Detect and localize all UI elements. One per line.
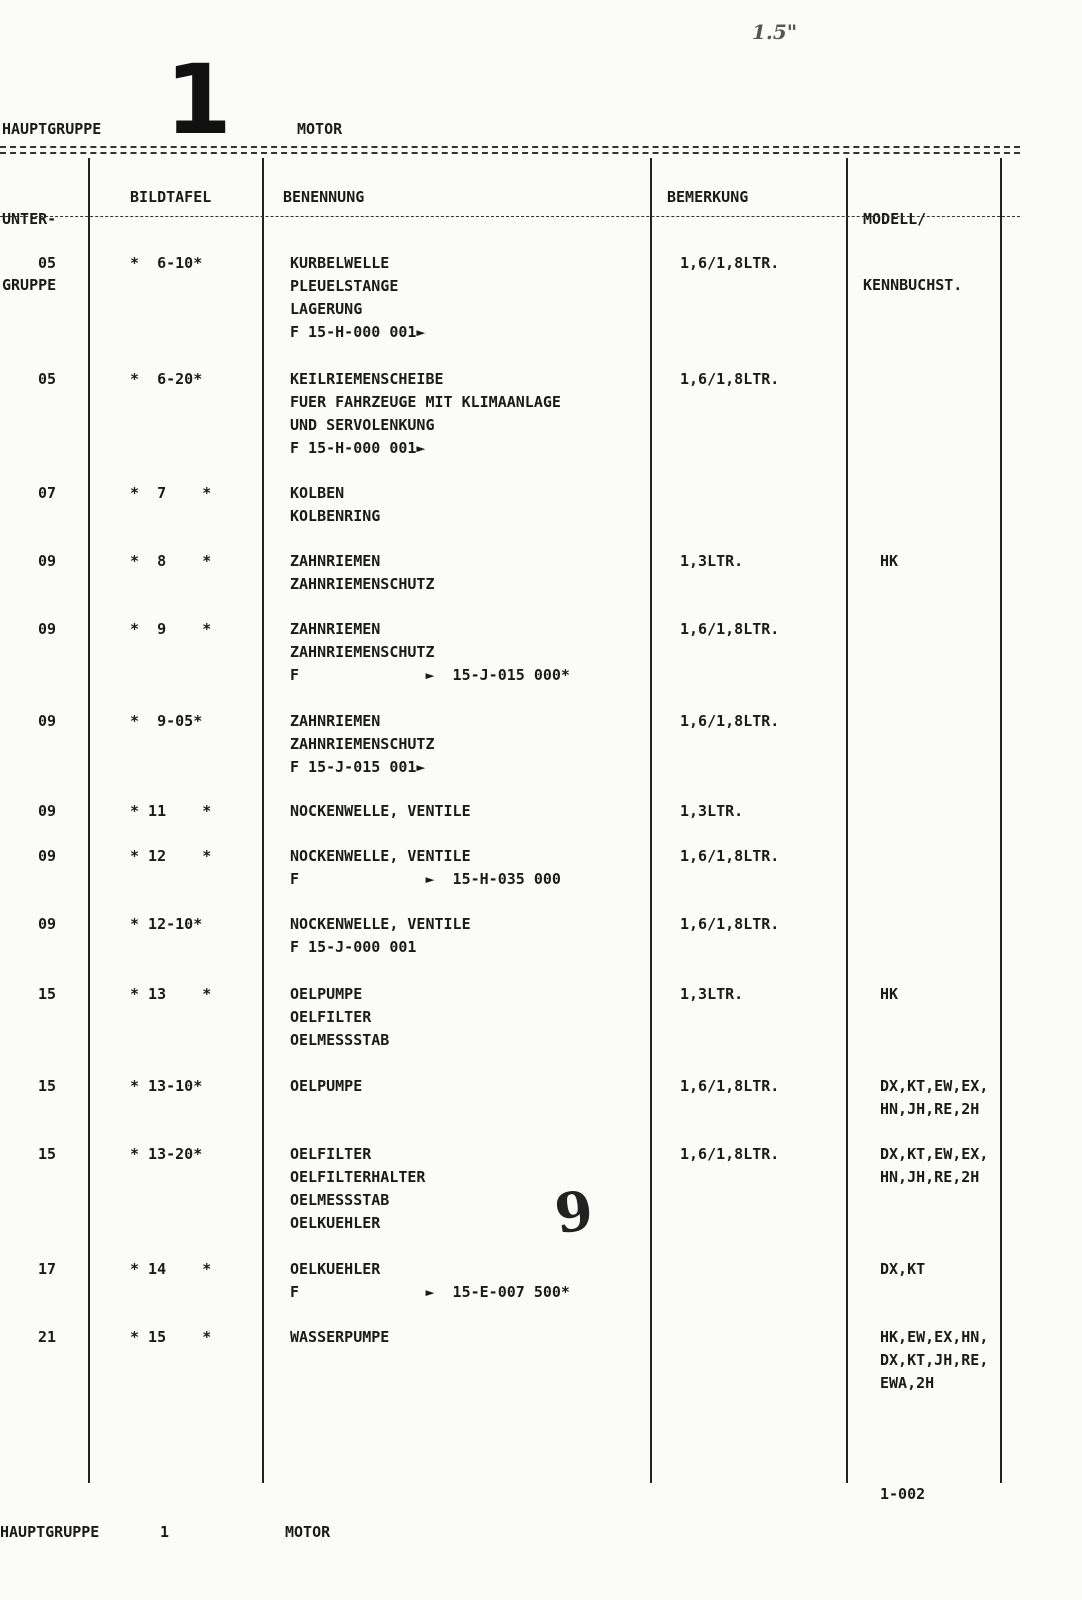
untergruppe-cell <box>38 845 78 868</box>
bemerkung-cell-line: 1,3LTR. <box>680 985 744 1003</box>
benennung-cell-line: ZAHNRIEMENSCHUTZ <box>290 643 435 661</box>
column-header-modell <box>863 164 962 318</box>
untergruppe-cell <box>38 710 78 733</box>
untergruppe-cell <box>38 913 78 936</box>
untergruppe-cell-value: 15 <box>38 1077 57 1095</box>
benennung-cell-line: F ► 15-H-035 000 <box>290 870 561 888</box>
bildtafel-cell <box>130 710 240 733</box>
benennung-cell-line: NOCKENWELLE, VENTILE <box>290 915 471 933</box>
benennung-cell <box>290 1075 660 1098</box>
bemerkung-cell-line: 1,6/1,8LTR. <box>680 254 780 272</box>
bemerkung-cell-line: 1,6/1,8LTR. <box>680 847 780 865</box>
bemerkung-cell <box>680 618 840 641</box>
benennung-cell-line: KURBELWELLE <box>290 254 390 272</box>
hauptgruppe-label: HAUPTGRUPPE <box>2 120 102 138</box>
bildtafel-cell-value: * 6-10* <box>130 254 203 272</box>
bildtafel-cell <box>130 983 240 1006</box>
bildtafel-cell <box>130 845 240 868</box>
untergruppe-cell-value: 09 <box>38 802 57 820</box>
benennung-cell-line: ZAHNRIEMENSCHUTZ <box>290 575 435 593</box>
untergruppe-cell <box>38 1143 78 1166</box>
untergruppe-cell-value: 17 <box>38 1260 57 1278</box>
bemerkung-cell <box>680 913 840 936</box>
untergruppe-cell <box>38 1326 78 1349</box>
page-title: MOTOR <box>297 120 343 138</box>
benennung-cell <box>290 550 660 596</box>
header-line: GRUPPE <box>2 276 57 294</box>
untergruppe-cell-value: 05 <box>38 254 57 272</box>
bildtafel-cell-value: * 9 * <box>130 620 212 638</box>
modell-cell-line: HN,JH,RE,2H <box>880 1168 980 1186</box>
modell-cell <box>880 1326 1025 1395</box>
untergruppe-cell <box>38 252 78 275</box>
column-header-bildtafel: BILDTAFEL <box>130 188 212 206</box>
hauptgruppe-number: 1 <box>165 44 232 156</box>
benennung-cell <box>290 368 660 460</box>
column-divider <box>846 158 848 1483</box>
benennung-cell-line: UND SERVOLENKUNG <box>290 416 435 434</box>
benennung-cell-line: F ► 15-J-015 000* <box>290 666 570 684</box>
modell-cell <box>880 1143 1025 1189</box>
footer-title: MOTOR <box>285 1523 331 1541</box>
benennung-cell <box>290 482 660 528</box>
untergruppe-cell-value: 09 <box>38 552 57 570</box>
bemerkung-cell-line: 1,6/1,8LTR. <box>680 1145 780 1163</box>
benennung-cell <box>290 800 660 823</box>
bemerkung-cell <box>680 1075 840 1098</box>
handwritten-scribble: 1.5" <box>752 20 798 44</box>
untergruppe-cell <box>38 618 78 641</box>
benennung-cell-line: OELPUMPE <box>290 1077 363 1095</box>
untergruppe-cell <box>38 800 78 823</box>
bildtafel-cell <box>130 800 240 823</box>
bildtafel-cell-value: * 6-20* <box>130 370 203 388</box>
bemerkung-cell-line: 1,6/1,8LTR. <box>680 712 780 730</box>
benennung-cell <box>290 710 660 779</box>
benennung-cell <box>290 252 660 344</box>
bemerkung-cell-line: 1,3LTR. <box>680 802 744 820</box>
benennung-cell-line: F 15-H-000 001► <box>290 323 426 341</box>
handwritten-mark: 9 <box>550 1177 597 1247</box>
untergruppe-cell-value: 05 <box>38 370 57 388</box>
benennung-cell-line: ZAHNRIEMEN <box>290 552 381 570</box>
benennung-cell-line: F 15-J-000 001 <box>290 938 417 956</box>
column-header-bemerkung: BEMERKUNG <box>667 188 749 206</box>
untergruppe-cell <box>38 983 78 1006</box>
column-header-benennung: BENENNUNG <box>283 188 365 206</box>
bildtafel-cell-value: * 12 * <box>130 847 212 865</box>
modell-cell-line: DX,KT <box>880 1260 926 1278</box>
bemerkung-cell-line: 1,6/1,8LTR. <box>680 620 780 638</box>
bemerkung-cell <box>680 550 840 573</box>
benennung-cell <box>290 1326 660 1349</box>
bemerkung-cell-line: 1,3LTR. <box>680 552 744 570</box>
untergruppe-cell-value: 15 <box>38 985 57 1003</box>
benennung-cell-line: F ► 15-E-007 500* <box>290 1283 570 1301</box>
benennung-cell-line: KEILRIEMENSCHEIBE <box>290 370 444 388</box>
modell-cell <box>880 550 1025 573</box>
bildtafel-cell <box>130 482 240 505</box>
bemerkung-cell-line: 1,6/1,8LTR. <box>680 370 780 388</box>
bildtafel-cell <box>130 1143 240 1166</box>
bildtafel-cell <box>130 1258 240 1281</box>
modell-cell-line: EWA,2H <box>880 1374 935 1392</box>
benennung-cell <box>290 618 660 687</box>
bildtafel-cell-value: * 11 * <box>130 802 212 820</box>
bemerkung-cell <box>680 252 840 275</box>
benennung-cell-line: OELKUEHLER <box>290 1260 381 1278</box>
column-header-untergruppe <box>2 164 56 318</box>
bildtafel-cell-value: * 7 * <box>130 484 212 502</box>
untergruppe-cell-value: 09 <box>38 620 57 638</box>
benennung-cell <box>290 983 660 1052</box>
benennung-cell-line: FUER FAHRZEUGE MIT KLIMAANLAGE <box>290 393 561 411</box>
bildtafel-cell-value: * 12-10* <box>130 915 203 933</box>
untergruppe-cell-value: 09 <box>38 847 57 865</box>
modell-cell-line: HK <box>880 985 899 1003</box>
benennung-cell-line: LAGERUNG <box>290 300 363 318</box>
bemerkung-cell <box>680 845 840 868</box>
header-line: MODELL/ <box>863 210 927 228</box>
modell-cell-line: DX,KT,EW,EX, <box>880 1077 989 1095</box>
benennung-cell-line: OELPUMPE <box>290 985 363 1003</box>
untergruppe-cell <box>38 1075 78 1098</box>
page-number: 1-002 <box>880 1485 926 1503</box>
modell-cell <box>880 983 1025 1006</box>
benennung-cell-line: F 15-H-000 001► <box>290 439 426 457</box>
untergruppe-cell <box>38 368 78 391</box>
benennung-cell-line: ZAHNRIEMEN <box>290 712 381 730</box>
bemerkung-cell <box>680 1143 840 1166</box>
modell-cell-line: HK <box>880 552 899 570</box>
benennung-cell-line: OELMESSSTAB <box>290 1031 390 1049</box>
bemerkung-cell <box>680 983 840 1006</box>
column-divider <box>88 158 90 1483</box>
benennung-cell-line: NOCKENWELLE, VENTILE <box>290 847 471 865</box>
bildtafel-cell <box>130 252 240 275</box>
bildtafel-cell <box>130 1326 240 1349</box>
column-header-divider <box>0 216 1020 217</box>
bildtafel-cell-value: * 14 * <box>130 1260 212 1278</box>
bildtafel-cell <box>130 618 240 641</box>
benennung-cell-line: KOLBENRING <box>290 507 381 525</box>
modell-cell-line: DX,KT,JH,RE, <box>880 1351 989 1369</box>
benennung-cell-line: NOCKENWELLE, VENTILE <box>290 802 471 820</box>
modell-cell-line: HK,EW,EX,HN, <box>880 1328 989 1346</box>
bemerkung-cell-line: 1,6/1,8LTR. <box>680 915 780 933</box>
header-divider-2 <box>0 152 1020 154</box>
header-divider <box>0 146 1020 148</box>
bildtafel-cell-value: * 13-10* <box>130 1077 203 1095</box>
bildtafel-cell-value: * 8 * <box>130 552 212 570</box>
benennung-cell-line: ZAHNRIEMENSCHUTZ <box>290 735 435 753</box>
footer-hauptgruppe-label: HAUPTGRUPPE <box>0 1523 100 1541</box>
benennung-cell-line: WASSERPUMPE <box>290 1328 390 1346</box>
benennung-cell <box>290 845 660 891</box>
modell-cell-line: HN,JH,RE,2H <box>880 1100 980 1118</box>
header-line: UNTER- <box>2 210 57 228</box>
benennung-cell-line: PLEUELSTANGE <box>290 277 399 295</box>
header-line: KENNBUCHST. <box>863 276 963 294</box>
bildtafel-cell-value: * 13 * <box>130 985 212 1003</box>
untergruppe-cell <box>38 482 78 505</box>
bildtafel-cell-value: * 15 * <box>130 1328 212 1346</box>
benennung-cell-line: OELMESSSTAB <box>290 1191 390 1209</box>
bildtafel-cell <box>130 368 240 391</box>
benennung-cell <box>290 913 660 959</box>
benennung-cell <box>290 1143 660 1235</box>
benennung-cell <box>290 1258 660 1304</box>
untergruppe-cell-value: 15 <box>38 1145 57 1163</box>
bemerkung-cell <box>680 800 840 823</box>
bemerkung-cell <box>680 710 840 733</box>
column-divider <box>1000 158 1002 1483</box>
benennung-cell-line: OELFILTER <box>290 1008 372 1026</box>
bildtafel-cell <box>130 913 240 936</box>
benennung-cell-line: F 15-J-015 001► <box>290 758 426 776</box>
benennung-cell-line: KOLBEN <box>290 484 345 502</box>
bildtafel-cell <box>130 550 240 573</box>
untergruppe-cell-value: 09 <box>38 712 57 730</box>
untergruppe-cell-value: 09 <box>38 915 57 933</box>
bildtafel-cell-value: * 13-20* <box>130 1145 203 1163</box>
untergruppe-cell-value: 21 <box>38 1328 57 1346</box>
modell-cell-line: DX,KT,EW,EX, <box>880 1145 989 1163</box>
bildtafel-cell-value: * 9-05* <box>130 712 203 730</box>
bemerkung-cell <box>680 368 840 391</box>
untergruppe-cell <box>38 550 78 573</box>
bemerkung-cell-line: 1,6/1,8LTR. <box>680 1077 780 1095</box>
benennung-cell-line: ZAHNRIEMEN <box>290 620 381 638</box>
untergruppe-cell-value: 07 <box>38 484 57 502</box>
benennung-cell-line: OELFILTER <box>290 1145 372 1163</box>
modell-cell <box>880 1258 1025 1281</box>
column-divider <box>262 158 264 1483</box>
benennung-cell-line: OELKUEHLER <box>290 1214 381 1232</box>
benennung-cell-line: OELFILTERHALTER <box>290 1168 426 1186</box>
untergruppe-cell <box>38 1258 78 1281</box>
footer-hauptgruppe-number: 1 <box>160 1523 170 1541</box>
bildtafel-cell <box>130 1075 240 1098</box>
modell-cell <box>880 1075 1025 1121</box>
